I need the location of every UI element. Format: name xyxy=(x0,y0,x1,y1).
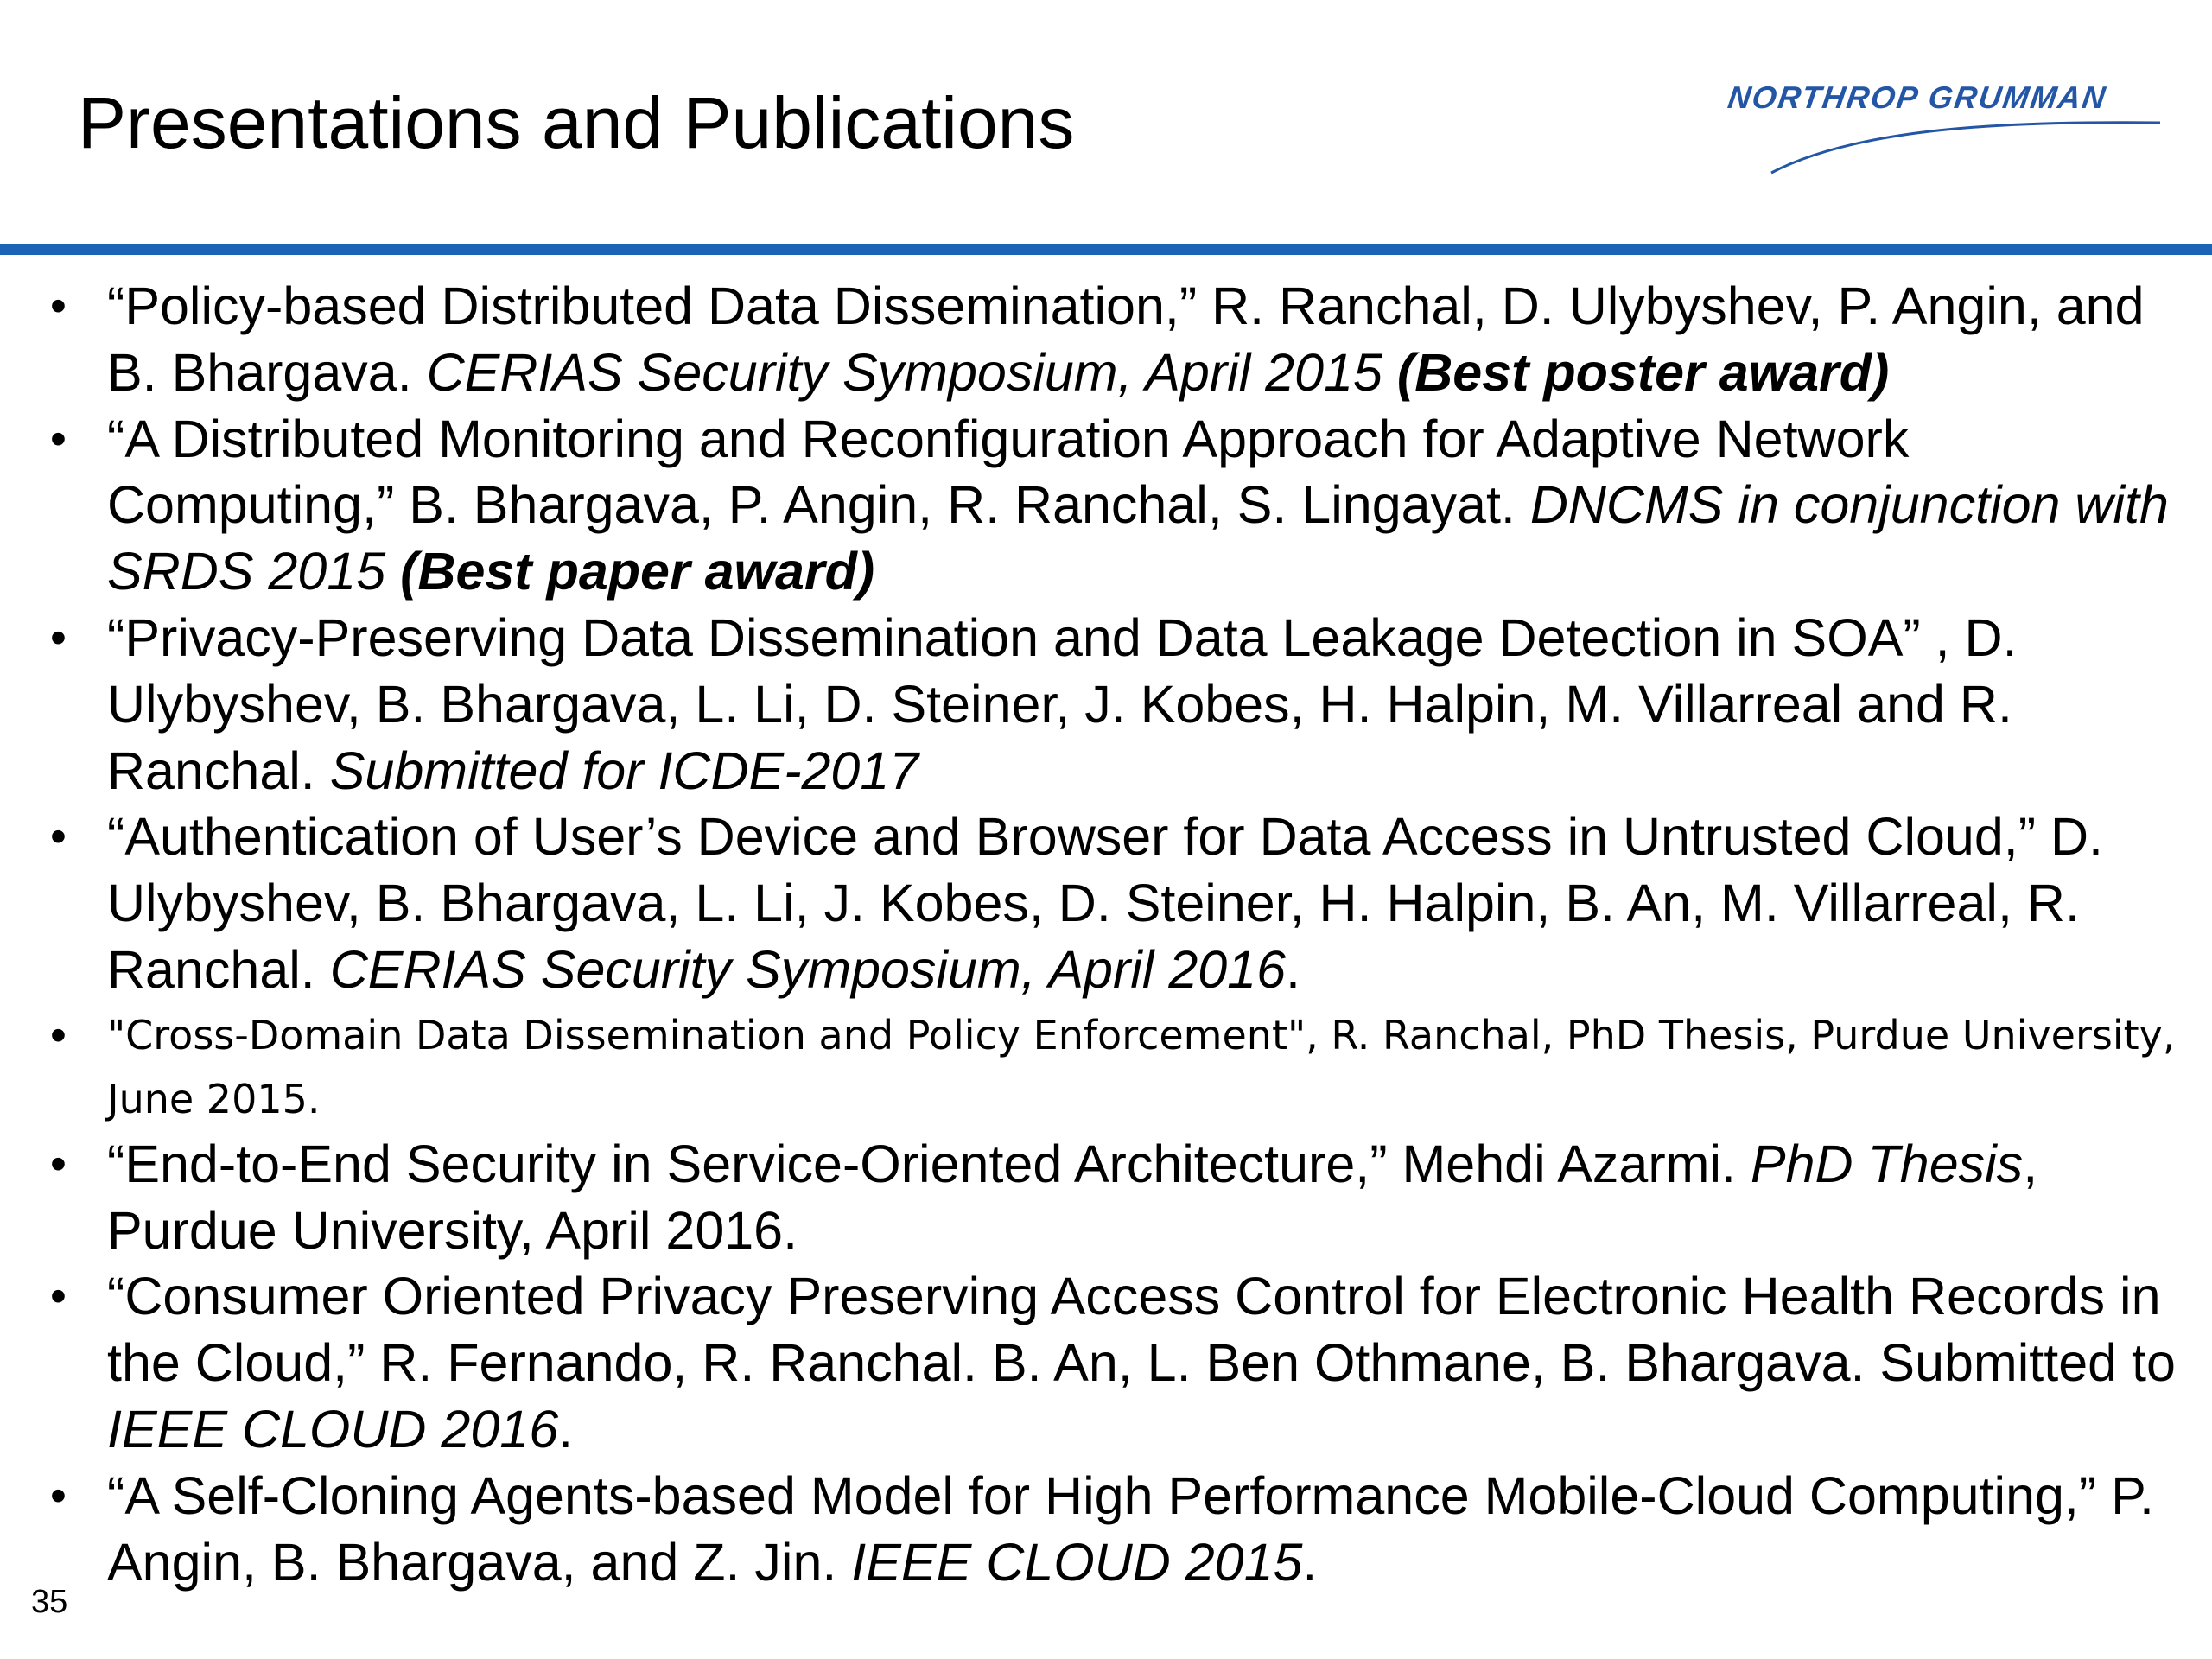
publication-item xyxy=(47,1003,2190,1131)
logo-swoosh-icon xyxy=(1719,111,2169,180)
header-divider xyxy=(0,244,2212,255)
publication-venue: CERIAS Security Symposium, April 2016 xyxy=(329,939,1287,999)
northrop-grumman-logo xyxy=(1719,79,2169,175)
publication-citation: “End-to-End Security in Service-Oriented Architecture,” Mehdi Azarmi. xyxy=(107,1134,1736,1193)
bullet-icon: • xyxy=(50,1469,67,1522)
publication-venue: CERIAS Security Symposium, April 2015 xyxy=(426,342,1382,402)
publication-citation: “Authentication of User’s Device and Browser for Data Access in Untrusted Cloud,” D. Ulybyshev, B. Bhargava, L. Li, J. Kobes, D. Steiner, H. Halpin, B. An, M. Villarreal, R. Ranchal. xyxy=(107,807,2103,999)
publication-item xyxy=(47,273,2190,406)
publication-venue: IEEE CLOUD 2015 xyxy=(851,1532,1303,1592)
bullet-icon: • xyxy=(50,1270,67,1323)
slide-title: Presentations and Publications xyxy=(78,82,1075,163)
publication-citation: “A Self-Cloning Agents-based Model for High Performance Mobile-Cloud Computing,” P. Angin, B. Bhargava, and Z. Jin. xyxy=(107,1465,2154,1592)
publication-venue: PhD Thesis xyxy=(1750,1134,2024,1193)
bullet-icon: • xyxy=(50,611,67,664)
publication-list xyxy=(47,273,2190,1595)
publication-citation: "Cross-Domain Data Dissemination and Policy Enforcement", R. Ranchal, PhD Thesis, Purdue University, June 2015. xyxy=(107,1011,2176,1122)
publication-suffix: . xyxy=(558,1399,574,1459)
logo-wordmark: NORTHROP GRUMMAN xyxy=(1726,79,2109,115)
publication-suffix: , Purdue University, April 2016. xyxy=(107,1134,2038,1260)
publication-item xyxy=(47,406,2190,605)
publication-venue: IEEE CLOUD 2016 xyxy=(107,1399,559,1459)
publication-citation: “Privacy-Preserving Data Dissemination and Data Leakage Detection in SOA” , D. Ulybyshev, B. Bhargava, L. Li, D. Steiner, J. Kobes, H. Halpin, M. Villarreal and R. Ranchal. xyxy=(107,607,2018,800)
publication-award: (Best paper award) xyxy=(400,542,875,601)
publication-citation: “A Distributed Monitoring and Reconfiguration Approach for Adaptive Network Computing,” B. Bhargava, P. Angin, R. Ranchal, S. Lingayat. xyxy=(107,409,1910,535)
bullet-icon: • xyxy=(50,1137,67,1190)
publication-item xyxy=(47,605,2190,804)
bullet-icon: • xyxy=(50,280,67,332)
publication-award: (Best poster award) xyxy=(1396,342,1890,402)
bullet-icon: • xyxy=(50,810,67,863)
bullet-icon: • xyxy=(50,1008,67,1061)
bullet-icon: • xyxy=(50,412,67,465)
publication-citation: “Consumer Oriented Privacy Preserving Access Control for Electronic Health Records in the Cloud,” R. Fernando, R. Ranchal. B. An, L. Ben Othmane, B. Bhargava. Submitted to xyxy=(107,1267,2176,1393)
publication-citation: “Policy-based Distributed Data Dissemination,” R. Ranchal, D. Ulybyshev, P. Angin, and B. Bhargava. xyxy=(107,276,2145,402)
publication-suffix: . xyxy=(1286,939,1300,999)
publication-item xyxy=(47,1131,2190,1264)
publication-item xyxy=(47,1263,2190,1462)
publication-venue: Submitted for ICDE-2017 xyxy=(329,741,919,800)
publication-suffix: . xyxy=(1302,1532,1318,1592)
page-number: 35 xyxy=(31,1584,68,1620)
publication-item xyxy=(47,804,2190,1002)
publication-venue: DNCMS in conjunction with SRDS 2015 xyxy=(107,475,2169,601)
publication-item xyxy=(47,1463,2190,1596)
